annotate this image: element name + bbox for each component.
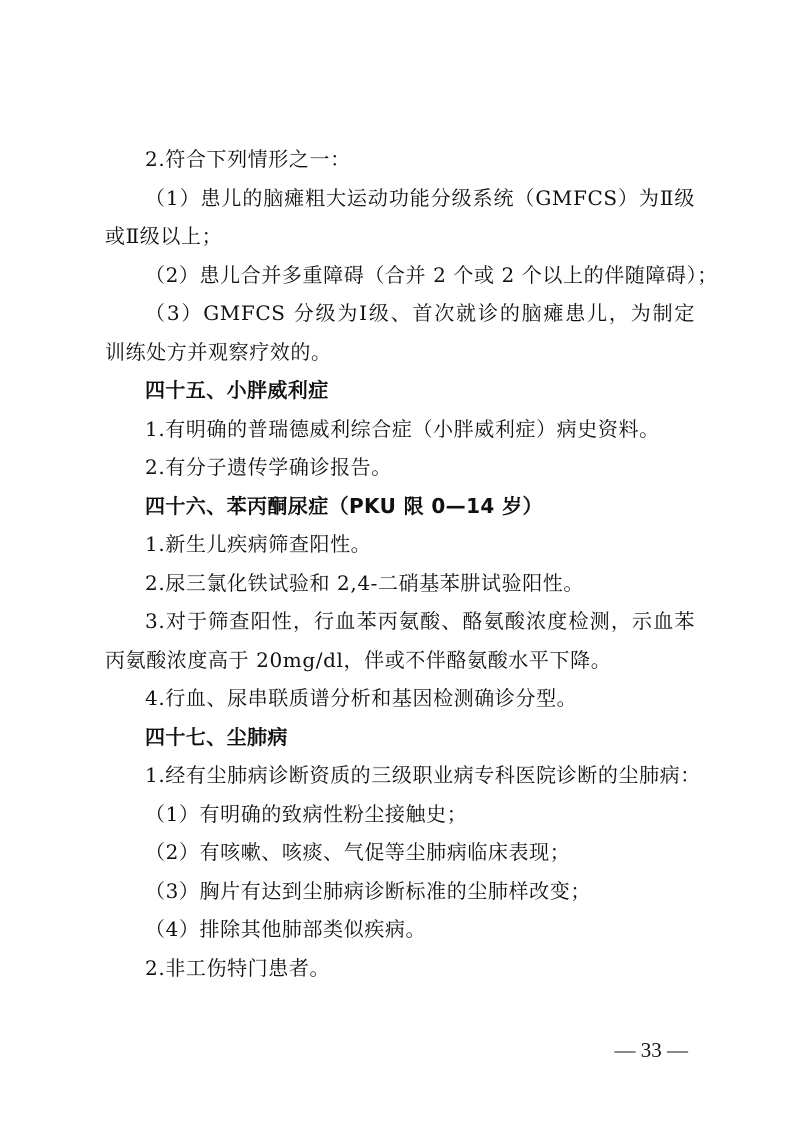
section-heading: 四十五、小胖威利症 xyxy=(145,378,329,402)
paragraph-line: 4.行血、尿串联质谱分析和基因检测确诊分型。 xyxy=(145,686,578,710)
section-heading: 四十七、尘肺病 xyxy=(145,724,288,749)
paragraph-line: （3）GMFCS 分级为Ⅰ级、首次就诊的脑瘫患儿，为制定 xyxy=(145,301,695,325)
paragraph-line: （2）患儿合并多重障碍（合并 2 个或 2 个以上的伴随障碍）； xyxy=(145,262,718,287)
section-heading: 四十六、苯丙酮尿症（PKU 限 0—14 岁） xyxy=(145,493,543,518)
paragraph-line: 1.新生儿疾病筛查阳性。 xyxy=(145,532,372,556)
page-number: — 33 — xyxy=(614,1038,688,1062)
paragraph-line: 1.有明确的普瑞德威利综合症（小胖威利症）病史资料。 xyxy=(145,416,660,441)
paragraph-line: 2.非工伤特门患者。 xyxy=(145,955,331,980)
paragraph-line: 或Ⅱ级以上； xyxy=(105,224,223,248)
paragraph-line: （1）患儿的脑瘫粗大运动功能分级系统（GMFCS）为Ⅱ级 xyxy=(145,185,695,210)
paragraph-line: （4）排除其他肺部类似疾病。 xyxy=(145,917,427,941)
paragraph-line: 2.尿三氯化铁试验和 2,4-二硝基苯肼试验阳性。 xyxy=(145,570,585,595)
paragraph-line: （3）胸片有达到尘肺病诊断标准的尘肺样改变； xyxy=(145,878,591,903)
paragraph-line: （2）有咳嗽、咳痰、气促等尘肺病临床表现； xyxy=(145,840,571,864)
body-text xyxy=(105,140,718,987)
paragraph-line: 2.符合下列情形之一： xyxy=(145,147,351,171)
paragraph-line: 训练处方并观察疗效的。 xyxy=(105,339,332,364)
paragraph-line: 2.有分子遗传学确诊报告。 xyxy=(145,455,392,479)
paragraph-line: 1.经有尘肺病诊断资质的三级职业病专科医院诊断的尘肺病： xyxy=(145,763,701,787)
paragraph-line: 3.对于筛查阳性，行血苯丙氨酸、酪氨酸浓度检测，示血苯 xyxy=(145,609,695,633)
paragraph-line: （1）有明确的致病性粉尘接触史； xyxy=(145,801,468,826)
paragraph-line: 丙氨酸浓度高于 20mg/dl，伴或不伴酪氨酸水平下降。 xyxy=(105,647,612,672)
